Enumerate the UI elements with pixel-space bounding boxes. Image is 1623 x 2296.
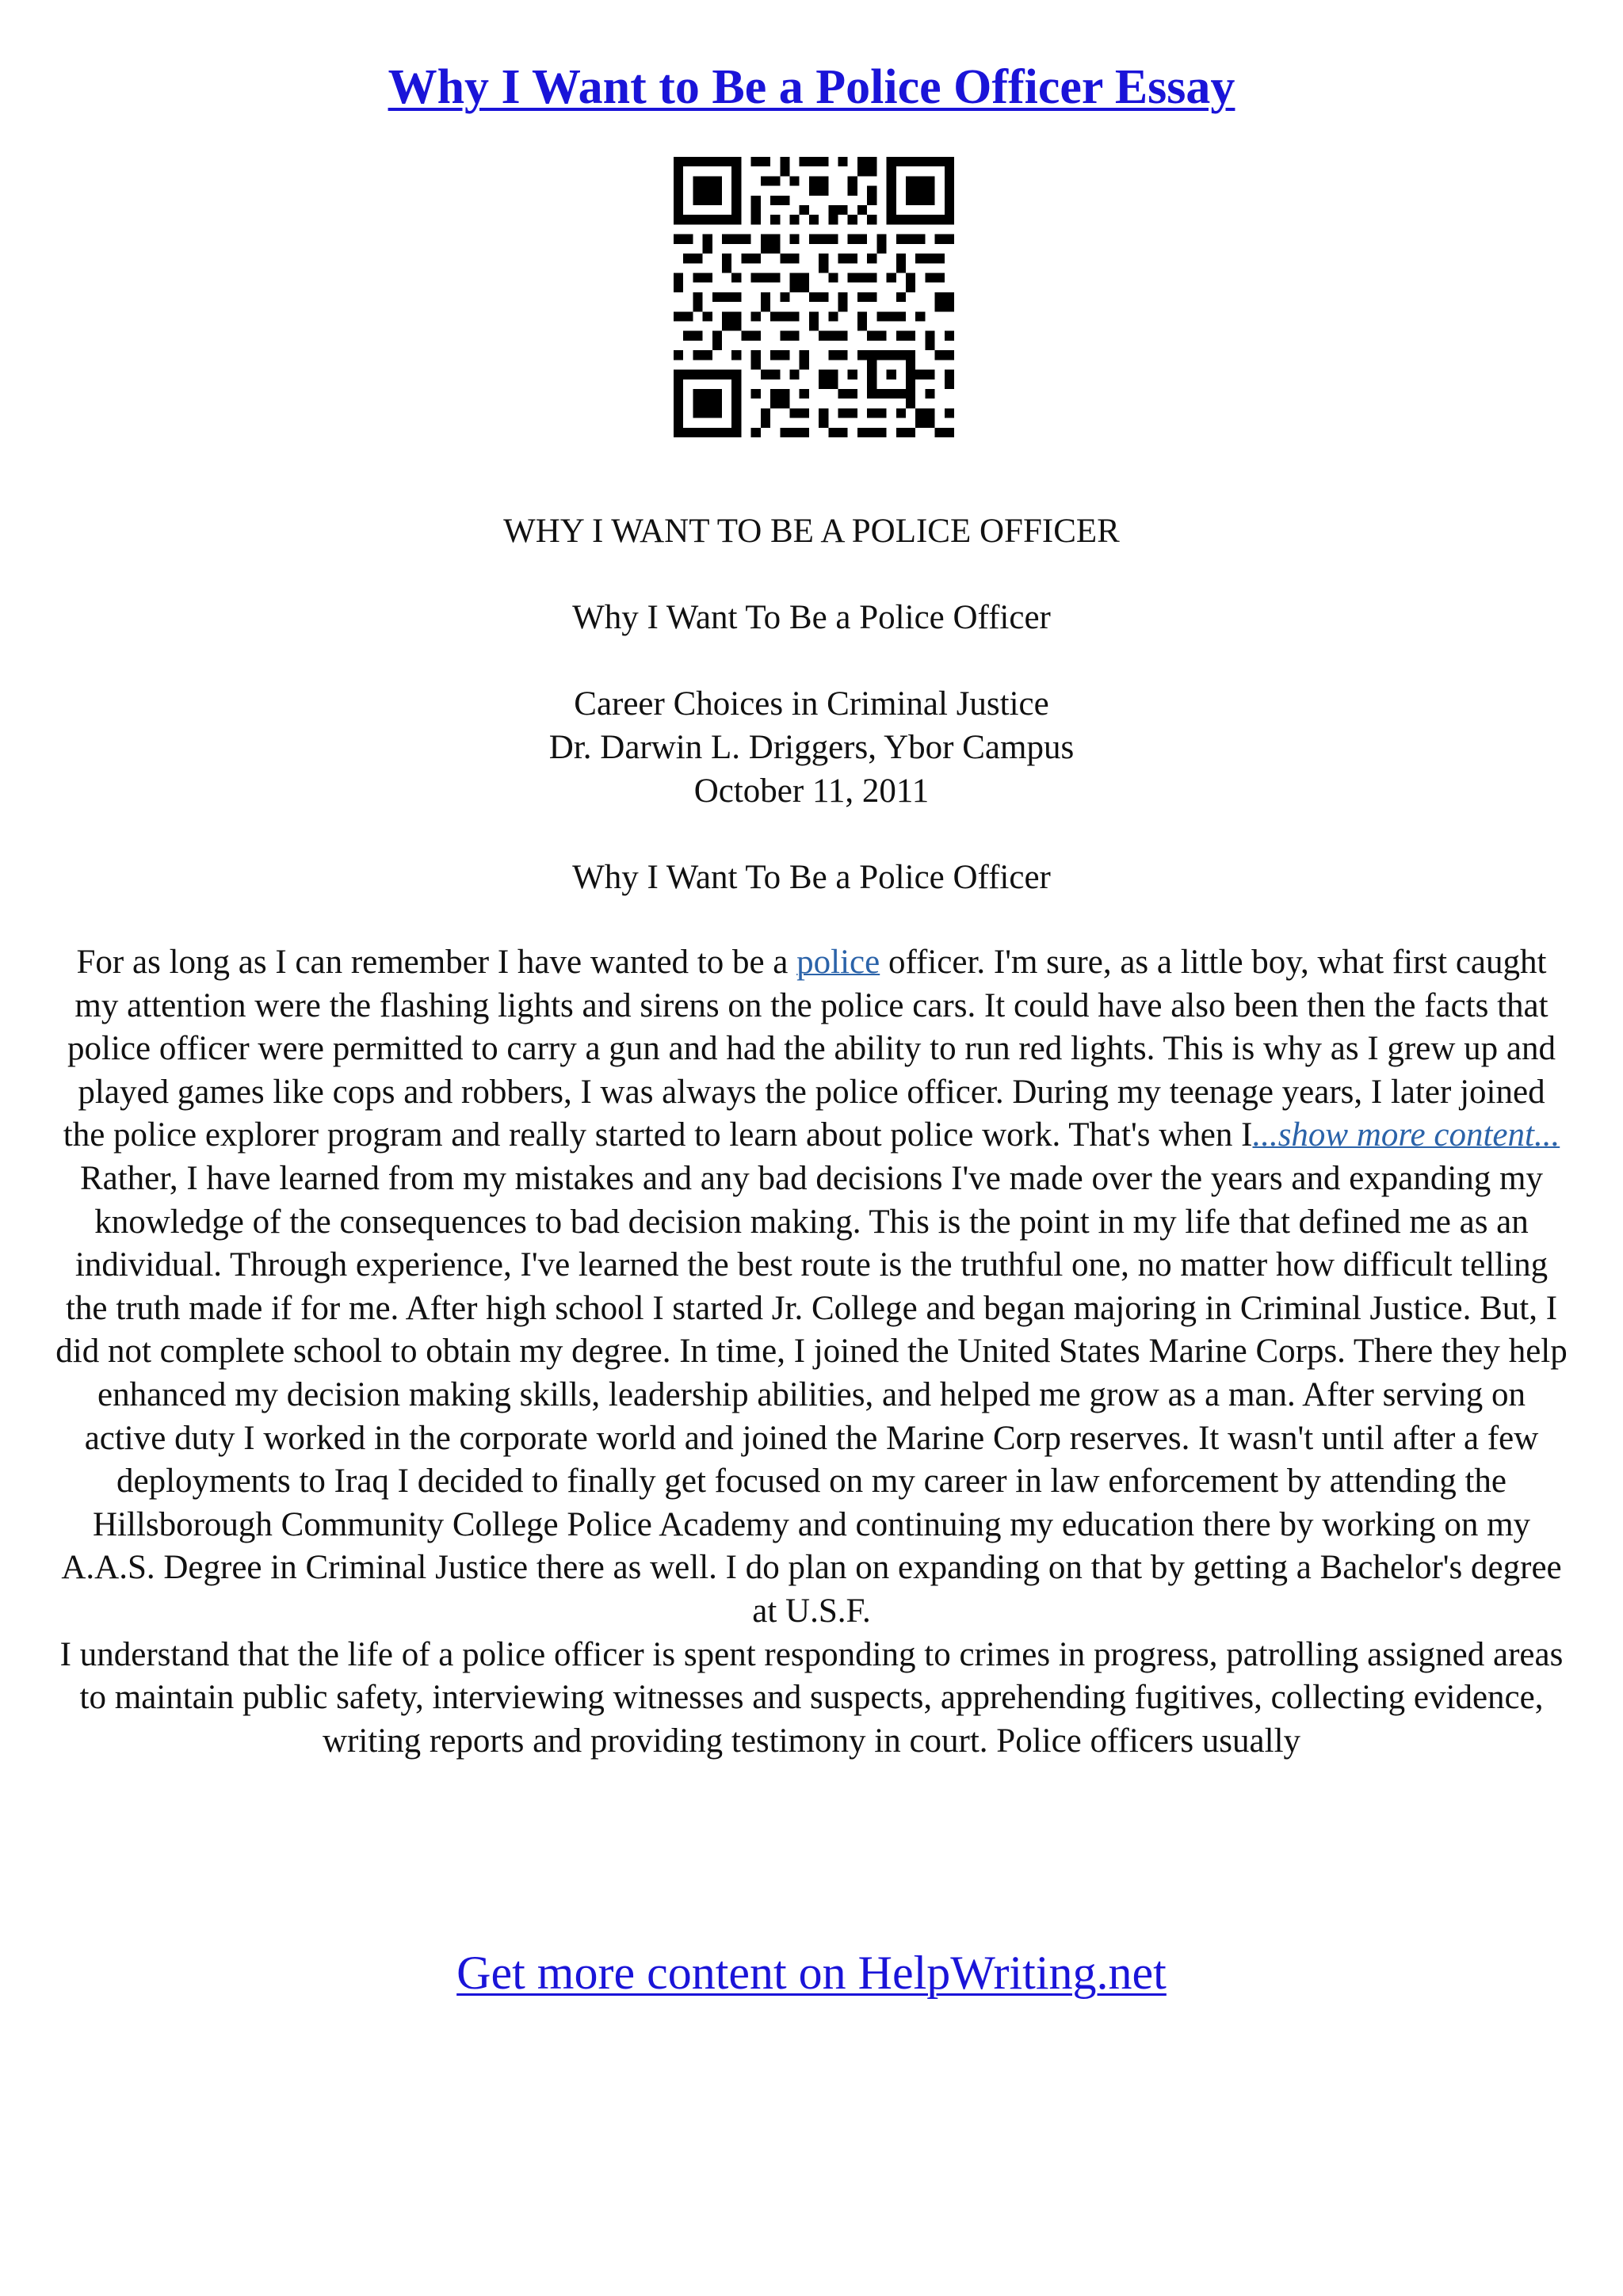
paragraph-1-text: officer. I'm sure, as a little boy, what first caught my attention were the flashing lights and sirens on the police cars. It could have also been then the facts that police officer were permitted to carry a gun and had the ability to run red lights. This is why as I grew up and played games like cops and robbers, I was always the police officer. During my teenage years, I later joined the police explorer program and really started to learn about police work. That's when I [63, 944, 1556, 1154]
subtitle: Why I Want To Be a Police Officer [572, 599, 1051, 636]
footer [0, 1943, 1623, 2003]
helpwriting-link[interactable]: Get more content on HelpWriting.net [456, 1947, 1167, 1999]
instructor-name: Dr. Darwin L. Driggers, Ybor Campus [548, 729, 1075, 766]
essay-paragraph-2: Rather, I have learned from my mistakes and any bad decisions I've made over the years and expanding my knowledge of the consequences to bad decision making. This is the point in my life that defined me as an individual. Through experience, I've learned the best route is the truthful one, no matter how difficult telling the truth made if for me. After high school I started Jr. College and began majoring in Criminal Justice. But, I did not complete school to obtain my degree. In time, I joined the United States Marine Corps. There they help enhanced my decision making skills, leadership abilities, and helped me grow as a man. After serving on active duty I worked in the corporate world and joined the Marine Corp reserves. It wasn't until after a few deployments to Iraq I decided to finally get focused on my career in law enforcement by attending the Hillsborough Community College Police Academy and continuing my education there by working on my A.A.S. Degree in Criminal Justice there as well. I do plan on expanding on that by getting a Bachelor's degree at U.S.F. [55, 1159, 1568, 1630]
subtitle-repeat: Why I Want To Be a Police Officer [572, 859, 1051, 896]
qr-code-icon [674, 157, 954, 437]
course-name: Career Choices in Criminal Justice [574, 685, 1049, 723]
essay-paragraph-1 [55, 941, 1568, 1158]
essay-paragraph-3: I understand that the life of a police officer is spent responding to crimes in progress, patrolling assigned areas to maintain public safety, interviewing witnesses and suspects, apprehending fugitives, collecting evidence, writing reports and providing testimony in court. Police officers usually [59, 1635, 1564, 1760]
essay-date: October 11, 2011 [693, 772, 930, 810]
qr-code-graphic [674, 157, 954, 437]
paragraph-1-intro: For as long as I can remember I have wanted to be a [76, 944, 797, 981]
show-more-link[interactable]: ...show more content... [1252, 1116, 1560, 1154]
essay-body [55, 941, 1568, 1763]
police-link[interactable]: police [796, 944, 880, 981]
document-title [0, 55, 1623, 119]
heading-caps: WHY I WANT TO BE A POLICE OFFICER [503, 513, 1120, 550]
title-link[interactable]: Why I Want to Be a Police Officer Essay [388, 60, 1235, 114]
